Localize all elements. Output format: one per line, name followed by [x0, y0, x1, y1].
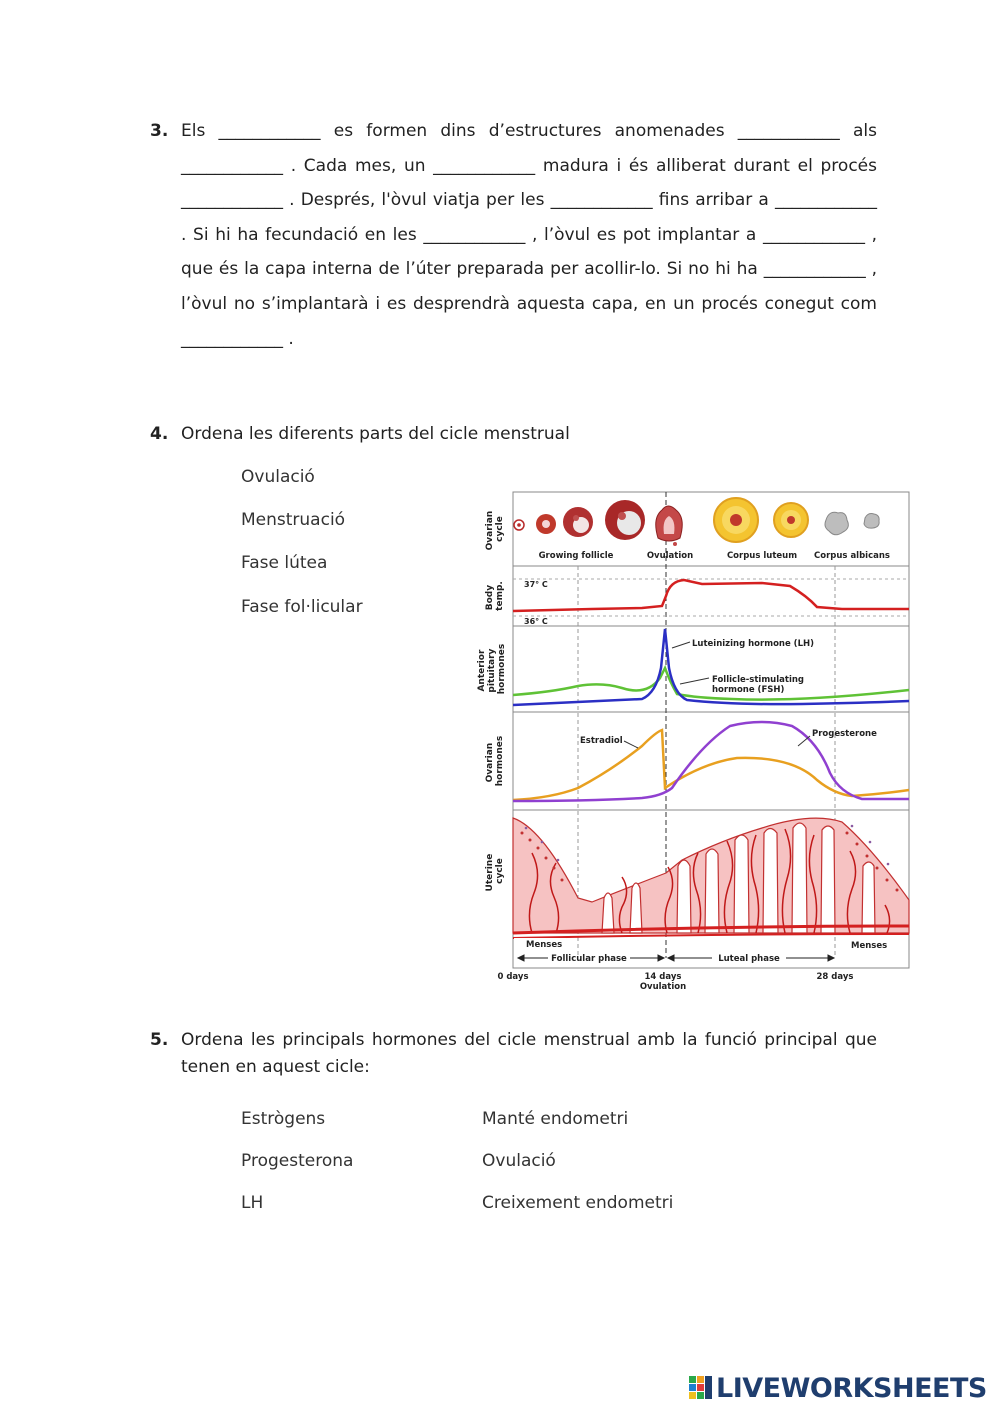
temp-high-label: 37° C [524, 580, 548, 589]
hormone-item: Estrògens [241, 1109, 326, 1129]
lh-label: Luteinizing hormone (LH) [692, 639, 814, 649]
question-number: 4. [150, 424, 169, 444]
hormone-item: Progesterona [241, 1151, 354, 1171]
question-text: Els ____________ es formen dins d’estructures anomenades ____________ als ____________ . Cada mes, un ____________ madura i és alliberat durant el procés ____________ . Després, l'òvul viatja per les ____________ fins arribar a ____________ . Si hi ha fecundació en les ____________ , l’òvul es pot implantar a ____________ , que és la capa interna de l’úter preparada per acollir-lo. Si no hi ha ____________ , l’òvul no s’implantarà i es desprendrà aquesta capa, en un procés conegut com ____________ . [181, 121, 877, 349]
stage-label: Ovulation [646, 551, 694, 561]
question-4 [150, 417, 877, 452]
estradiol-label: Estradiol [580, 736, 623, 746]
svg-text:Ovarian hormones [485, 736, 505, 786]
function-item: Manté endometri [482, 1109, 629, 1129]
list-item: Fase fol·licular [241, 597, 363, 617]
row-label: Ovarian [485, 510, 495, 551]
stage-label: Growing follicle [538, 551, 614, 561]
row-label: hormones [495, 735, 505, 787]
function-item: Creixement endometri [482, 1193, 674, 1213]
liveworksheets-brand [688, 1370, 987, 1406]
menses-label-left: Menses [526, 940, 563, 950]
axis-day-14: 14 days [644, 972, 682, 982]
follicular-phase-label: Follicular phase [551, 954, 627, 964]
svg-text:Body temp. [485, 581, 505, 611]
axis-day-0: 0 days [497, 972, 529, 982]
stage-label: Corpus albicans [814, 551, 890, 561]
question-3 [150, 114, 877, 356]
fsh-label: Follicle-stimulating [712, 675, 804, 685]
row-label: Body [485, 584, 495, 611]
row-label: cycle [495, 858, 505, 884]
row-label: temp. [495, 581, 505, 611]
brand-name: LIVEWORKSHEETS [716, 1372, 987, 1404]
temp-low-label: 36° C [524, 617, 548, 626]
hormone-item: LH [241, 1193, 264, 1213]
svg-text:Uterine cycle [485, 851, 505, 892]
progesterone-label: Progesterone [812, 729, 877, 739]
stage-label: Corpus luteum [726, 551, 798, 561]
axis-day-28: 28 days [816, 972, 854, 982]
row-label: cycle [495, 516, 505, 542]
question-text: Ordena les diferents parts del cicle menstrual [181, 424, 570, 444]
row-label: Uterine [485, 853, 495, 892]
svg-text:Anterior pituitary [477, 644, 507, 694]
luteal-phase-label: Luteal phase [718, 954, 780, 964]
list-item: Fase lútea [241, 553, 328, 573]
list-item: Menstruació [241, 510, 346, 530]
liveworksheets-logo-icon [688, 1375, 714, 1401]
row-label: Anterior [477, 649, 487, 692]
question-text: Ordena les principals hormones del cicle menstrual amb la funció principal que tenen en aquest cicle: [181, 1030, 877, 1077]
question-number: 5. [150, 1030, 169, 1050]
function-item: Ovulació [482, 1151, 556, 1171]
menses-label-right: Menses [851, 941, 888, 951]
question-number: 3. [150, 121, 169, 141]
row-label: pituitary [487, 648, 497, 693]
axis-ovulation: Ovulation [639, 982, 687, 992]
svg-text:Ovarian cycle [485, 508, 505, 551]
fsh-label: hormone (FSH) [712, 685, 785, 695]
list-item: Ovulació [241, 467, 315, 487]
menstrual-cycle-diagram [472, 488, 912, 996]
row-label: hormones [497, 643, 507, 695]
question-5 [150, 1023, 877, 1081]
row-label: Ovarian [485, 742, 495, 783]
